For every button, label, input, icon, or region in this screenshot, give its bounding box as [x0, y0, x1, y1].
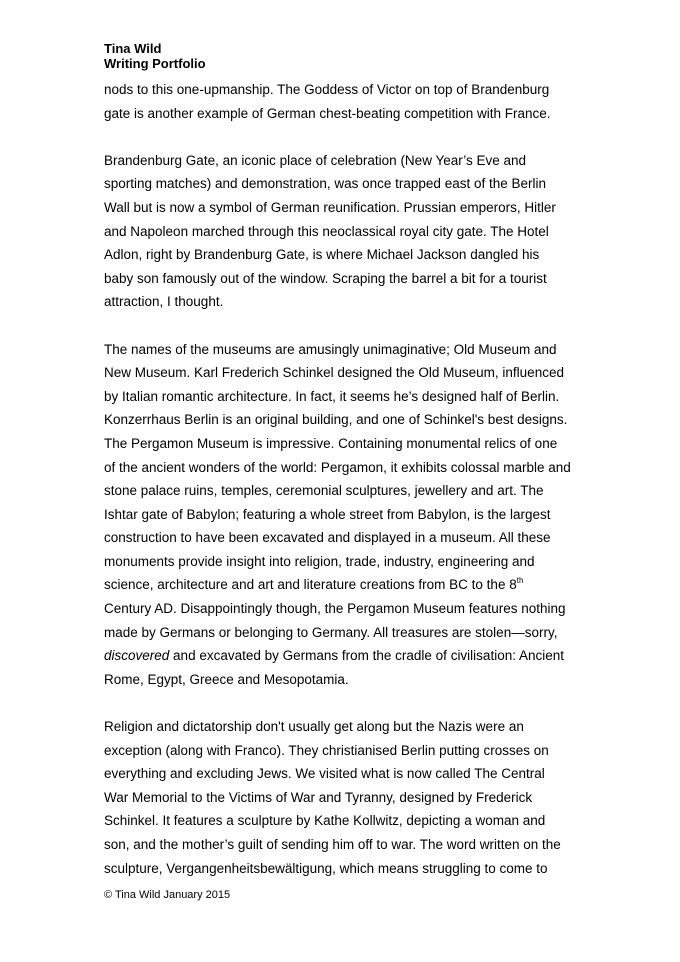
text-line: made by Germans or belonging to Germany. All treasures are stolen—sorry, — [104, 624, 558, 640]
paragraph-gap — [104, 691, 584, 715]
text-line: Brandenburg Gate, an iconic place of celebration (New Year’s Eve and — [104, 152, 527, 168]
document-body — [104, 78, 584, 880]
text-line — [104, 573, 584, 597]
text-line: monuments provide insight into religion, trade, industry, engineering and — [104, 553, 535, 569]
text-line: nods to this one-upmanship. The Goddess of Victor on top of Brandenburg — [104, 82, 550, 97]
text-line: Ishtar gate of Babylon; featuring a whole street from Babylon, is the largest — [104, 506, 551, 522]
text-line: baby son famously out of the window. Scraping the barrel a bit for a tourist — [104, 270, 547, 286]
century-text: science, architecture and art and literature creations from BC to the 8 — [104, 577, 517, 593]
text-line: The names of the museums are amusingly unimaginative; Old Museum and — [104, 341, 557, 357]
text-line: New Museum. Karl Frederich Schinkel designed the Old Museum, influenced — [104, 365, 564, 381]
text-line: sporting matches) and demonstration, was once trapped east of the Berlin — [104, 176, 546, 192]
discovered-rest-text: and excavated by Germans from the cradle of civilisation: Ancient — [169, 648, 564, 664]
text-line: sculpture, Vergangenheitsbewältigung, which means struggling to come to — [104, 860, 548, 876]
ordinal-superscript: th — [516, 576, 524, 586]
text-line: son, and the mother’s guilt of sending him off to war. The word written on the — [104, 837, 561, 852]
text-line: exception (along with Franco). They christianised Berlin putting crosses on — [104, 742, 549, 758]
text-line: Wall but is now a symbol of German reunification. Prussian emperors, Hitler — [104, 199, 556, 215]
emphasized-word: discovered — [104, 648, 170, 664]
author-name: Tina Wild — [104, 41, 162, 56]
text-line: by Italian romantic architecture. In fact, it seems he’s designed half of Berlin. — [104, 388, 560, 404]
paragraph-gap — [104, 125, 584, 149]
text-line: stone palace ruins, temples, ceremonial sculptures, jewellery and art. The — [104, 483, 544, 499]
text-line: of the ancient wonders of the world: Pergamon, it exhibits colossal marble and — [104, 459, 571, 475]
portfolio-title: Writing Portfolio — [104, 56, 206, 71]
text-line: construction to have been excavated and displayed in a museum. All these — [104, 530, 551, 546]
text-line: gate is another example of German chest-beating competition with France. — [104, 105, 551, 121]
text-line: The Pergamon Museum is impressive. Containing monumental relics of one — [104, 435, 558, 451]
text-line: Konzerrhaus Berlin is an original building, and one of Schinkel's best designs. — [104, 412, 568, 428]
copyright-footer: © Tina Wild January 2015 — [104, 889, 231, 901]
paragraph-gap — [104, 314, 584, 338]
text-line: Schinkel. It features a sculpture by Kathe Kollwitz, depicting a woman and — [104, 813, 546, 829]
text-line: attraction, I thought. — [104, 294, 224, 310]
text-line: Century AD. Disappointingly though, the Pergamon Museum features nothing — [104, 601, 566, 617]
text-line: everything and excluding Jews. We visited what is now called The Central — [104, 766, 545, 782]
text-line: and Napoleon marched through this neoclassical royal city gate. The Hotel — [104, 223, 549, 239]
text-line — [104, 644, 584, 668]
text-line: Rome, Egypt, Greece and Mesopotamia. — [104, 671, 349, 687]
text-line: Religion and dictatorship don't usually get along but the Nazis were an — [104, 719, 524, 735]
text-line: War Memorial to the Victims of War and Tyranny, designed by Frederick — [104, 789, 533, 805]
text-line: Adlon, right by Brandenburg Gate, is where Michael Jackson dangled his — [104, 247, 540, 263]
document-header — [104, 41, 206, 71]
